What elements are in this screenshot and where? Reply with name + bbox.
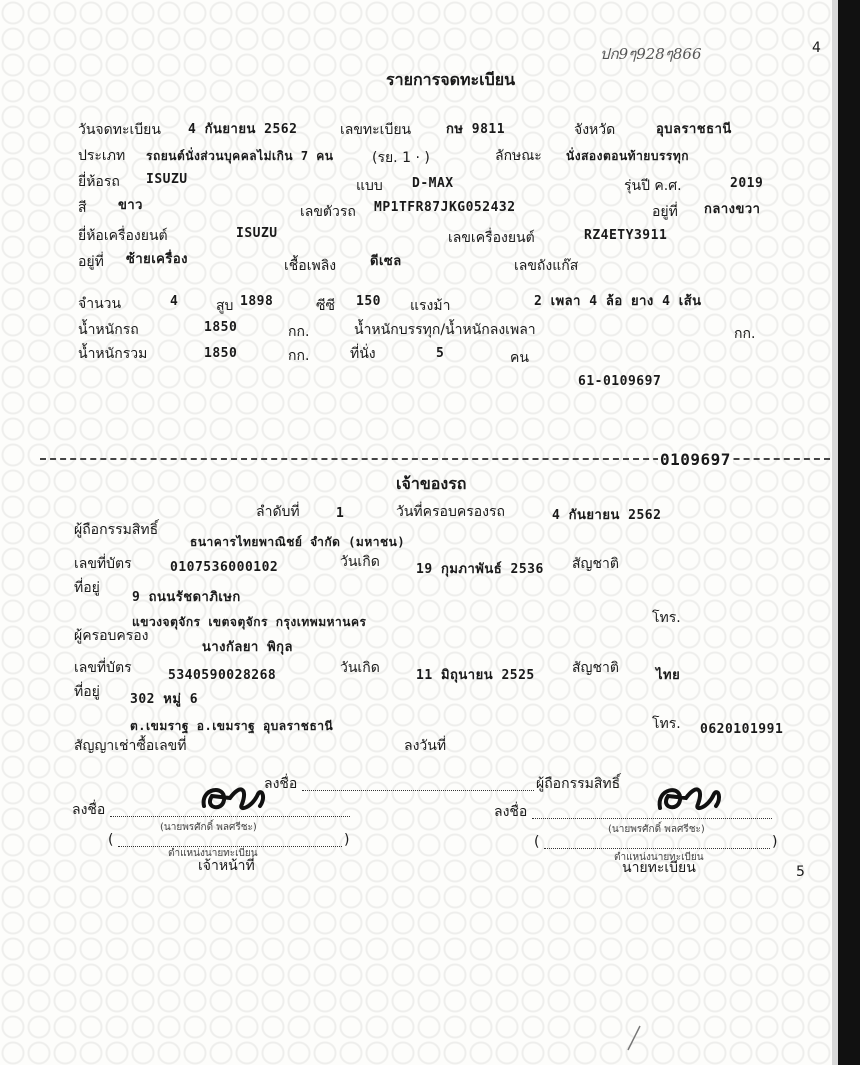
- brand-label: ยี่ห้อรถ: [78, 174, 120, 190]
- type-label: ประเภท: [78, 148, 126, 164]
- chassis-loc: กลางขวา: [704, 202, 761, 217]
- plate: กษ 9811: [446, 122, 506, 137]
- right-sign-label: ลงชื่อ: [494, 804, 528, 820]
- holder-sign-line: [302, 790, 534, 791]
- engine-loc-label: อยู่ที่: [78, 254, 104, 270]
- right-role: นายทะเบียน: [622, 860, 696, 876]
- tel2: 0620101991: [700, 722, 784, 737]
- left-name-bracket: (: [108, 832, 114, 848]
- persons: คน: [510, 350, 529, 366]
- birth: 19 กุมภาพันธ์ 2536: [416, 562, 544, 577]
- addr-line-1: 9 ถนนรัชดาภิเษก: [132, 590, 241, 605]
- possession-label: วันที่ครอบครองรถ: [396, 504, 505, 520]
- cc-value: 1898: [240, 294, 274, 309]
- birth2: 11 มิถุนายน 2525: [416, 668, 535, 683]
- total: 1850: [204, 346, 238, 361]
- id2-label: เลขที่บัตร: [74, 660, 132, 676]
- possessor-label: ผู้ครอบครอง: [74, 628, 149, 644]
- page-number-top: 4: [812, 40, 821, 56]
- registration-title: รายการจดทะเบียน: [386, 70, 516, 89]
- lease-date-label: ลงวันที่: [404, 738, 447, 754]
- model-label: แบบ: [356, 178, 383, 194]
- handwritten-code: ปก9ๆ928ๆ866: [600, 45, 702, 63]
- left-name: (นายพรศักดิ์ พลศรีชะ): [160, 822, 257, 833]
- order: 1: [336, 506, 345, 521]
- addr-label: ที่อยู่: [74, 580, 100, 596]
- fuel: ดีเซล: [370, 254, 402, 269]
- addr-line-2: แขวงจตุจักร เขตจตุจักร กรุงเทพมหานคร: [132, 615, 367, 629]
- year: 2019: [730, 176, 764, 191]
- birth-label: วันเกิด: [340, 554, 380, 570]
- kg-2: กก.: [734, 326, 756, 342]
- qty: 4: [170, 294, 179, 309]
- left-signature-mark: [196, 778, 276, 818]
- tel-label: โทร.: [652, 610, 681, 626]
- year-label: รุ่นปี ค.ศ.: [624, 178, 682, 194]
- possession-date: 4 กันยายน 2562: [552, 508, 662, 523]
- total-label: น้ำหนักรวม: [78, 346, 148, 362]
- engine-no-label: เลขเครื่องยนต์: [448, 230, 535, 246]
- kg-3: กก.: [288, 348, 310, 364]
- order-label: ลำดับที่: [256, 504, 300, 520]
- load-label: น้ำหนักบรรทุก/น้ำหนักลงเพลา: [354, 322, 536, 338]
- right-name: (นายพรศักดิ์ พลศรีชะ): [608, 824, 705, 835]
- kg-1: กก.: [288, 324, 310, 340]
- right-stamp: ตำแหน่งนายทะเบียน: [614, 852, 704, 863]
- style-label: ลักษณะ: [495, 148, 542, 164]
- nation-label: สัญชาติ: [572, 556, 619, 572]
- hp-label: แรงม้า: [410, 298, 451, 314]
- chassis-label: เลขตัวรถ: [300, 204, 356, 220]
- hp: 150: [356, 294, 381, 309]
- right-name-line: [544, 848, 770, 849]
- model: D-MAX: [412, 176, 454, 191]
- nation2-label: สัญชาติ: [572, 660, 619, 676]
- chassis-loc-label: อยู่ที่: [652, 204, 678, 220]
- engine-loc: ซ้ายเครื่อง: [126, 252, 189, 267]
- qty-label: จำนวน: [78, 296, 122, 312]
- page-number-bottom: 5: [796, 864, 805, 880]
- type-code: (รย. 1 · ): [372, 150, 430, 166]
- engine-brand: ISUZU: [236, 226, 278, 241]
- fuel-label: เชื้อเพลิง: [284, 258, 337, 274]
- addr-line-4: ต.เขมราฐ อ.เขมราฐ อุบลราชธานี: [130, 719, 334, 733]
- reg-date-label: วันจดทะเบียน: [78, 122, 161, 138]
- left-name-bracket-close: ): [344, 832, 350, 848]
- right-name-bracket-close: ): [772, 834, 778, 850]
- province: อุบลราชธานี: [656, 122, 732, 137]
- color: ขาว: [118, 198, 143, 213]
- tel2-label: โทร.: [652, 716, 681, 732]
- seats-label: ที่นั่ง: [350, 346, 376, 362]
- reg-date: 4 กันยายน 2562: [188, 122, 298, 137]
- plate-label: เลขทะเบียน: [340, 122, 412, 138]
- owner-title: เจ้าของรถ: [396, 474, 467, 493]
- style: นั่งสองตอนท้ายบรรทุก: [566, 149, 690, 163]
- weight-label: น้ำหนักรถ: [78, 322, 139, 338]
- possessor: นางกัลยา พิกุล: [202, 640, 294, 655]
- weight: 1850: [204, 320, 238, 335]
- holder-sign-suffix: ผู้ถือกรรมสิทธิ์: [536, 776, 621, 792]
- left-sign-label: ลงชื่อ: [72, 802, 106, 818]
- birth2-label: วันเกิด: [340, 660, 380, 676]
- holder-sign-label: ลงชื่อ: [264, 776, 298, 792]
- engine-no: RZ4ETY3911: [584, 228, 668, 243]
- id: 0107536000102: [170, 560, 279, 575]
- addr-line-3: 302 หมู่ 6: [130, 692, 199, 707]
- id2: 5340590028268: [168, 668, 277, 683]
- color-label: สี: [78, 200, 87, 216]
- scan-edge: [838, 0, 860, 1065]
- id-label: เลขที่บัตร: [74, 556, 132, 572]
- right-name-bracket: (: [534, 834, 540, 850]
- nation2: ไทย: [656, 668, 681, 683]
- engine-brand-label: ยี่ห้อเครื่องยนต์: [78, 228, 168, 244]
- right-signature-mark: [652, 778, 732, 820]
- brand: ISUZU: [146, 172, 188, 187]
- tear-number: 0109697: [660, 450, 731, 469]
- province-label: จังหวัด: [574, 122, 616, 138]
- type: รถยนต์นั่งส่วนบุคคลไม่เกิน 7 คน: [146, 149, 334, 163]
- holder: ธนาคารไทยพาณิชย์ จำกัด (มหาชน): [190, 535, 406, 549]
- addr2-label: ที่อยู่: [74, 684, 100, 700]
- holder-label: ผู้ถือกรรมสิทธิ์: [74, 522, 159, 538]
- left-role: เจ้าหน้าที่: [198, 858, 255, 874]
- stray-pen-mark: [624, 1024, 644, 1054]
- doc-number: 61-0109697: [578, 374, 662, 389]
- seats: 5: [436, 346, 445, 361]
- cc-label: ซีซี: [316, 298, 336, 314]
- axle: 2 เพลา 4 ล้อ ยาง 4 เส้น: [534, 294, 702, 309]
- lease-label: สัญญาเช่าซื้อเลขที่: [74, 738, 187, 754]
- left-stamp: ตำแหน่งนายทะเบียน: [168, 848, 258, 859]
- gas-label: เลขถังแก๊ส: [514, 258, 579, 274]
- chassis: MP1TFR87JKG052432: [374, 200, 516, 215]
- cyl-label: สูบ: [216, 298, 234, 314]
